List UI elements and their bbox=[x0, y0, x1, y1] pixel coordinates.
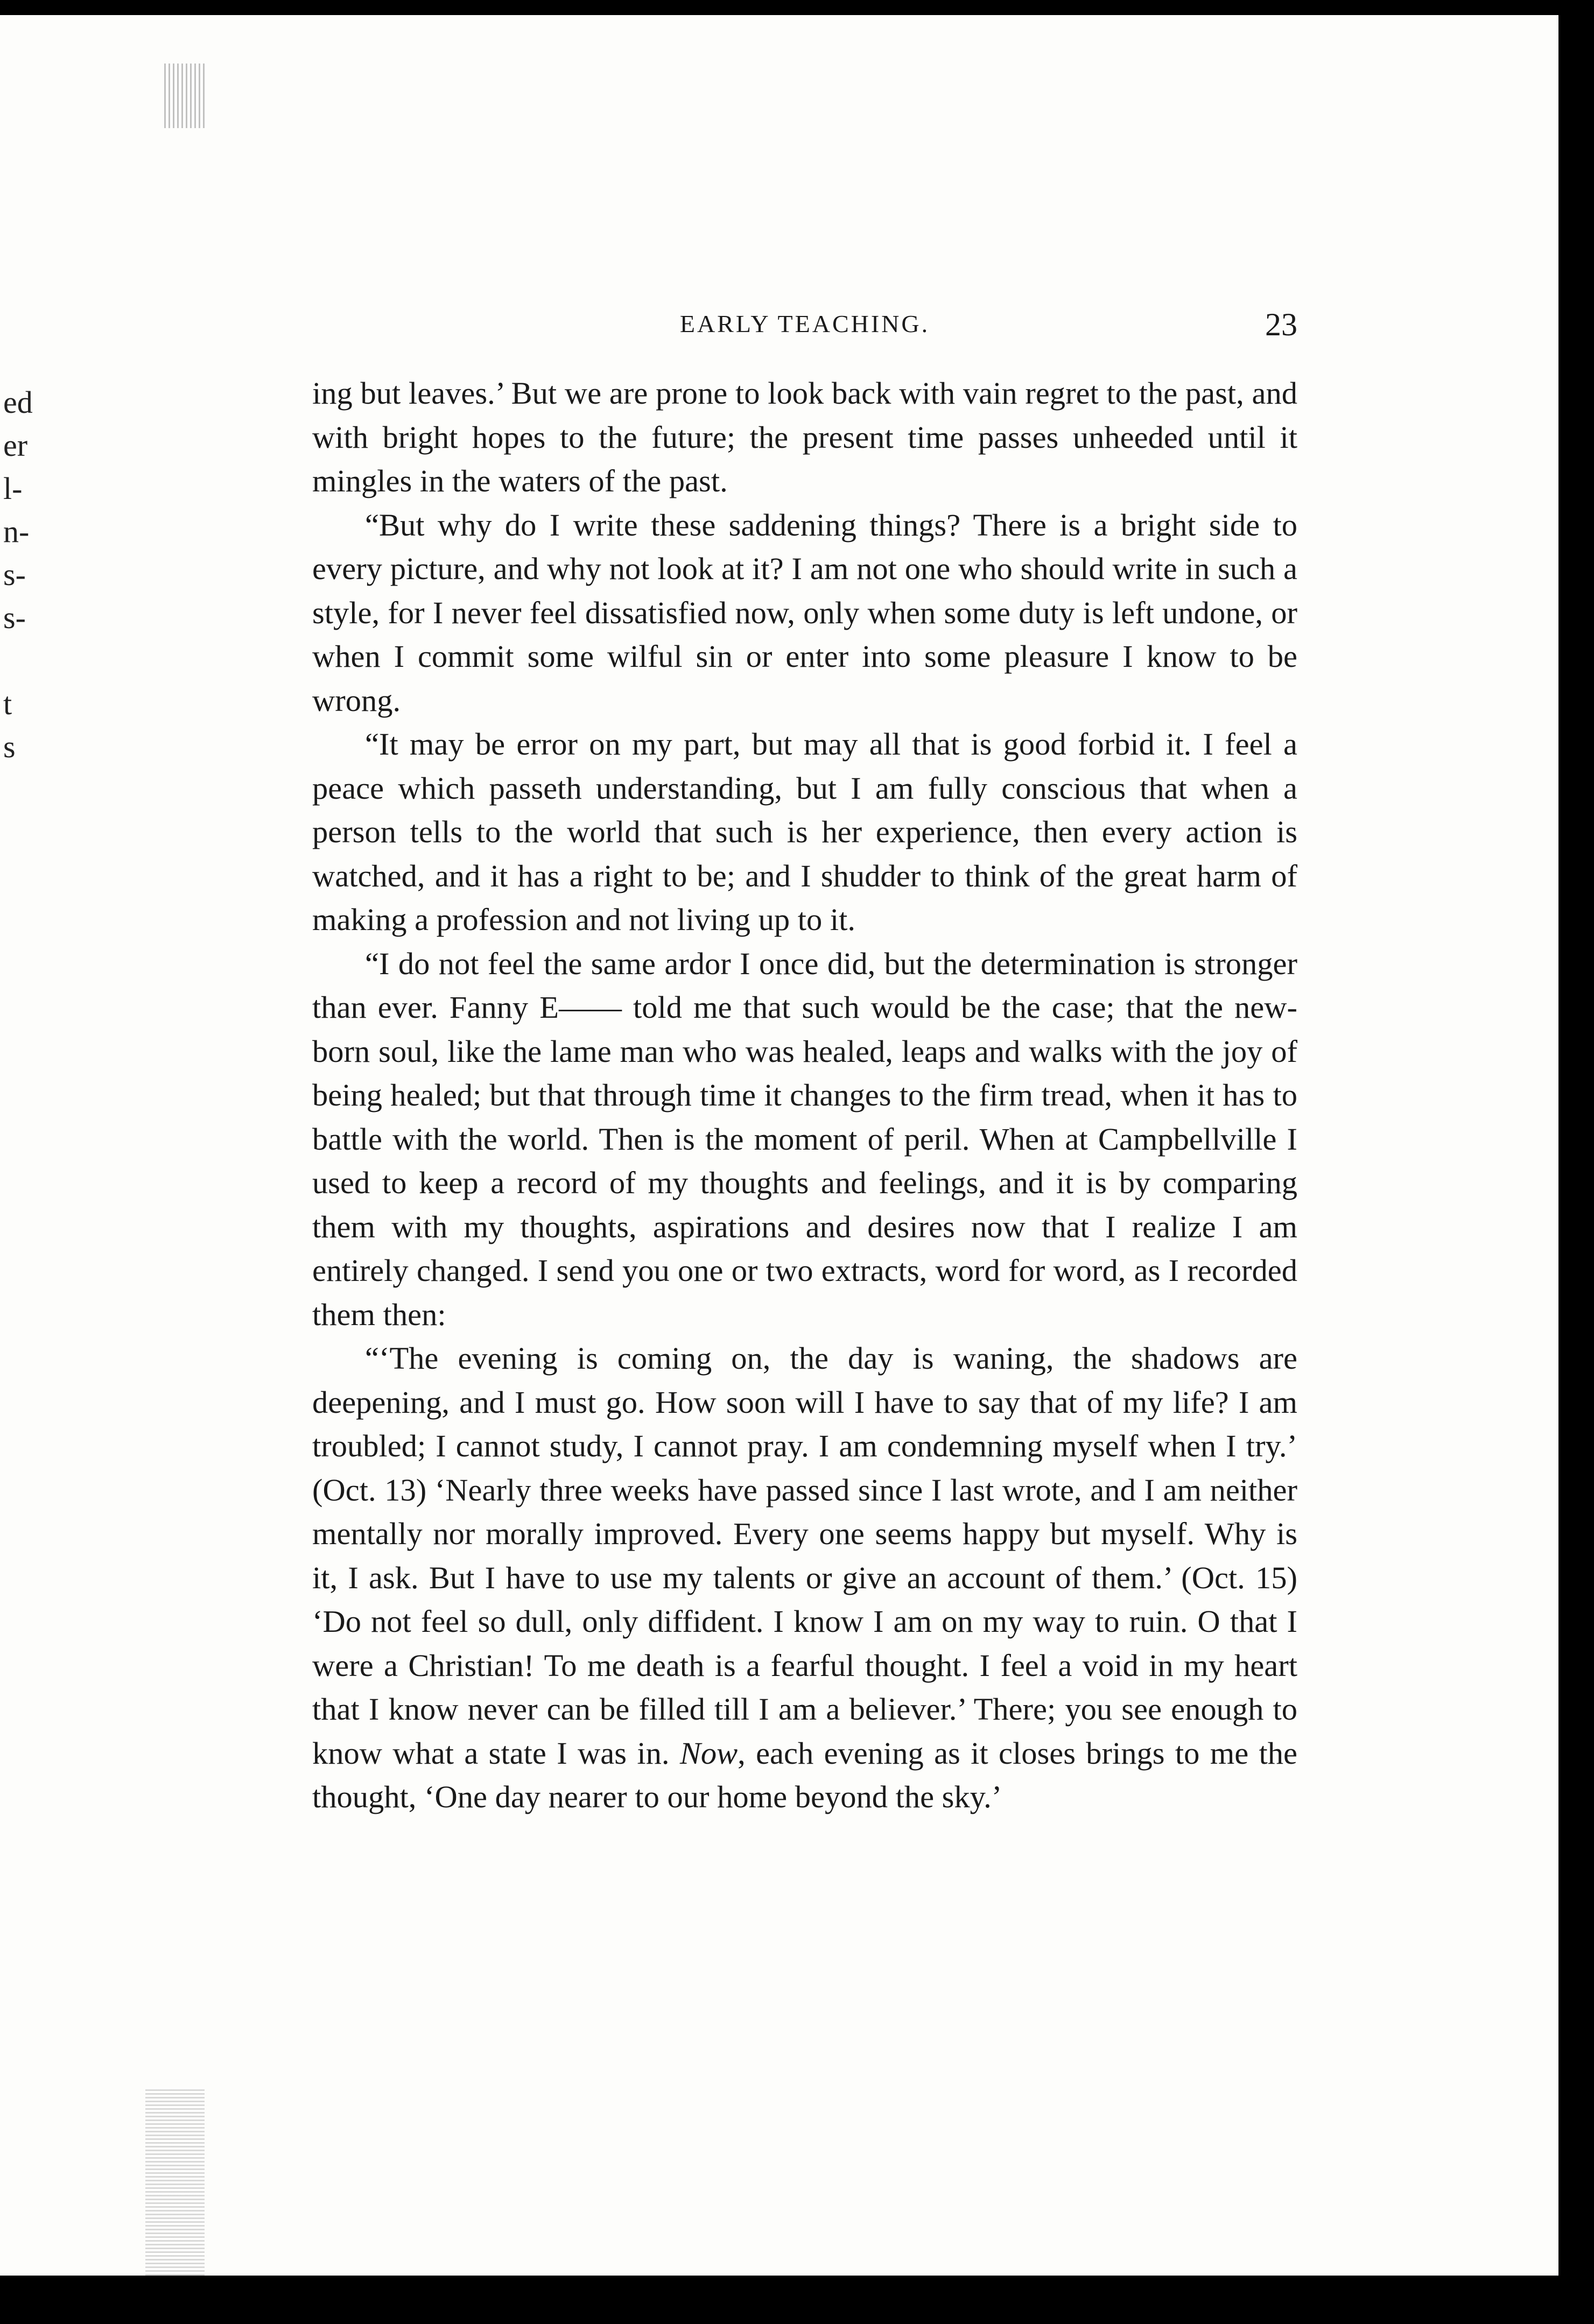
paragraph bbox=[312, 1336, 1297, 1819]
paragraph: “But why do I write these saddening things? There is a bright side to every picture, and why not look at it? I am not one who should write in such a style, for I never feel dissatisfied now, only when some duty is left undone, or when I commit some wilful sin or enter into some pleasure I know to be wrong. bbox=[312, 507, 1297, 718]
facing-fragment: er bbox=[3, 428, 28, 463]
binding-shadow-top bbox=[164, 64, 207, 128]
page-number: 23 bbox=[1265, 307, 1297, 342]
facing-fragment: s bbox=[3, 729, 16, 764]
facing-fragment: l- bbox=[3, 471, 23, 506]
facing-fragment: n- bbox=[3, 514, 30, 549]
paragraph-text: “‘The evening is coming on, the day is waning, the shadows are deepening, and I must go. How soon will I have to say that of my life? I am troubled; I cannot study, I cannot pray. I am condemning myself when I try.’ (Oct. 13) ‘Nearly three weeks have passed since I last wrote, and I am neither mentally nor morally improved. Every one seems happy but myself. Why is it, I ask. But I have to use my talents or give an account of them.’ (Oct. 15) ‘Do not feel so dull, only diffident. I know I am on my way to ruin. O that I were a Christian! To me death is a fearful thought. I feel a void in my heart that I know never can be filled till I am a believer.’ There; you see enough to know what a state I was in. bbox=[312, 1341, 1297, 1771]
paragraph-text: , each evening as it closes brings to me the thought, ‘One day nearer to our home beyond the sky.’ bbox=[312, 1735, 1297, 1814]
facing-fragment: s- bbox=[3, 557, 26, 592]
italic-word: Now bbox=[679, 1735, 738, 1771]
body-text bbox=[312, 371, 1297, 1819]
facing-fragment bbox=[3, 639, 36, 682]
book-page bbox=[0, 15, 1558, 2276]
running-head bbox=[312, 309, 1297, 347]
binding-shadow-bottom bbox=[145, 2087, 205, 2276]
facing-fragment: t bbox=[3, 686, 12, 721]
paragraph: “I do not feel the same ardor I once did, but the determination is stronger than ever. Fanny E—— told me that such would be the case; that the new-born soul, like the lame man who was healed, leaps and walks with the joy of being healed; but that through time it changes to the firm tread, when it has to battle with the world. Then is the moment of peril. When at Campbellville I used to keep a record of my thoughts and feelings, and it is by comparing them with my thoughts, aspirations and desires now that I realize I am entirely changed. I send you one or two extracts, word for word, as I recorded them then: bbox=[312, 946, 1297, 1332]
paragraph: “It may be error on my part, but may all that is good forbid it. I feel a peace which passeth understanding, but I am fully conscious that when a person tells to the world that such is her experience, then every action is watched, and it has a right to be; and I shudder to think of the great harm of making a profession and not living up to it. bbox=[312, 727, 1297, 937]
facing-fragment: s- bbox=[3, 600, 26, 635]
facing-page-fragments bbox=[3, 381, 36, 769]
running-title: EARLY TEACHING. bbox=[679, 310, 930, 337]
facing-fragment: ed bbox=[3, 385, 33, 420]
paragraph: ing but leaves.’ But we are prone to look back with vain regret to the past, and with bright hopes to the future; the present time passes unheeded until it mingles in the waters of the past. bbox=[312, 376, 1297, 498]
